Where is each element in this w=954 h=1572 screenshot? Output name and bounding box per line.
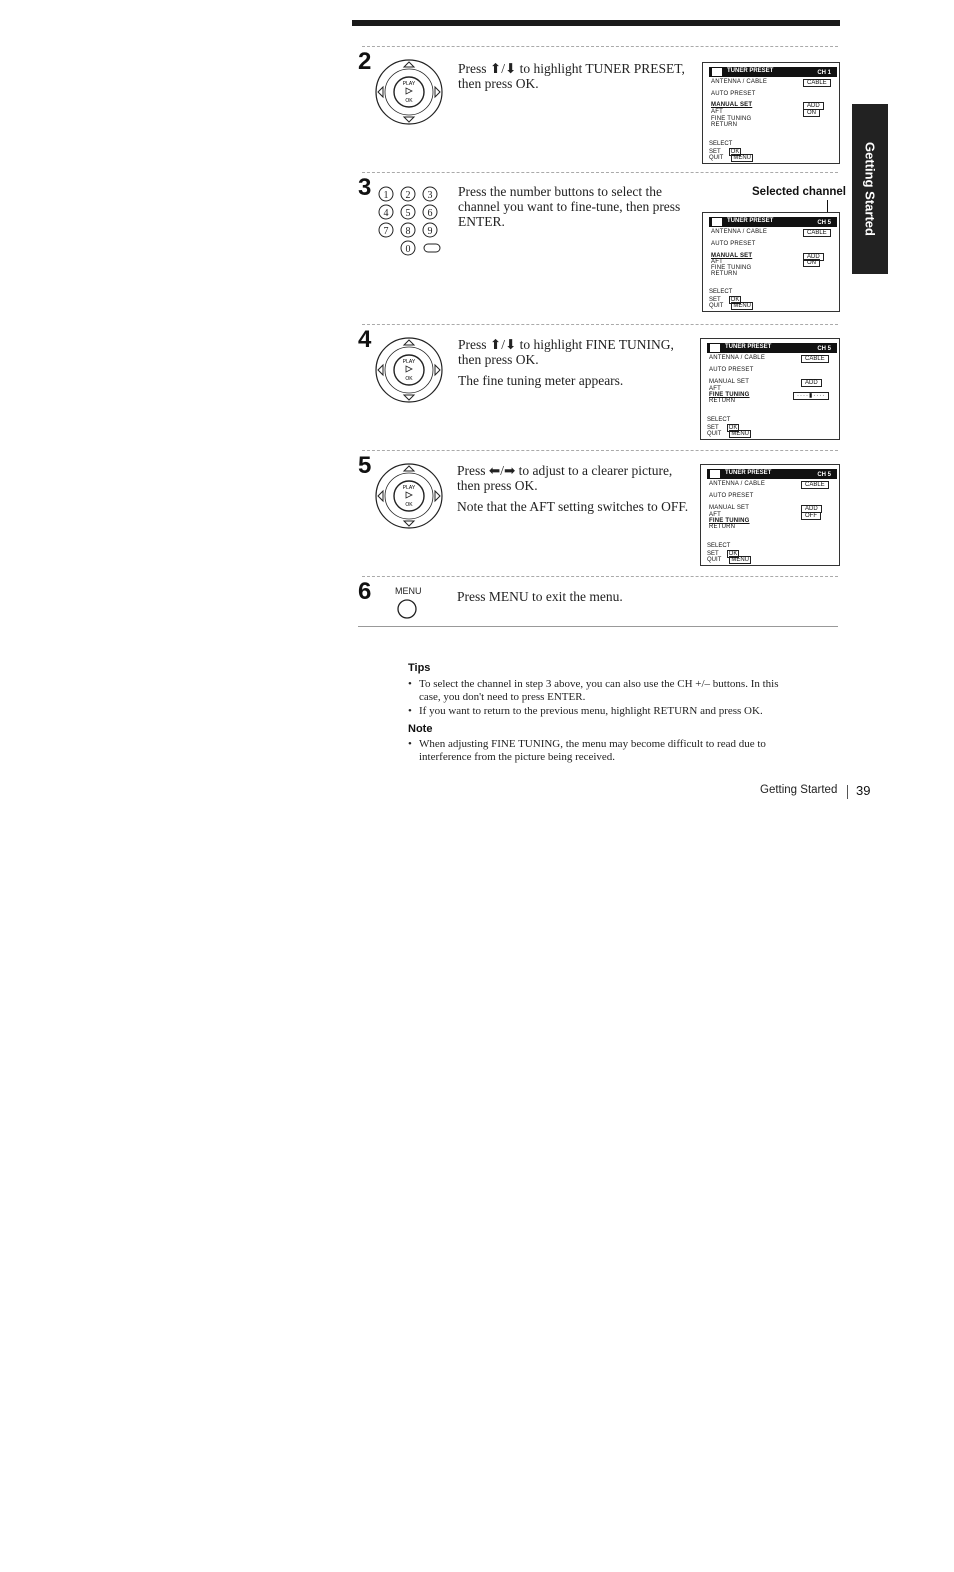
play-label: PLAY (402, 359, 416, 365)
number-buttons-icon (374, 184, 446, 262)
svg-text:0: 0 (405, 244, 411, 255)
instruction-note: Note that the AFT setting switches to OFF. (457, 499, 689, 514)
instruction-line: channel you want to fine-tune, then press (458, 199, 681, 214)
divider (362, 172, 838, 173)
step-number: 4 (358, 326, 372, 353)
remote-dpad-icon (374, 58, 444, 126)
instruction-line: then press OK. (458, 352, 539, 367)
svg-text:4: 4 (383, 208, 389, 219)
instruction-line: Press the number buttons to select the (458, 184, 662, 199)
svg-text:2: 2 (405, 190, 411, 201)
note-heading: Note (408, 723, 433, 735)
step-number: 5 (358, 452, 372, 479)
page-number: 39 (856, 783, 871, 798)
svg-text:1: 1 (383, 190, 389, 201)
step-instructions (457, 589, 697, 610)
fine-tuning-meter: ····▮···· (793, 392, 829, 400)
instruction-line: Press ⬆/⬇ to highlight TUNER PRESET, (458, 61, 685, 76)
svg-text:3: 3 (427, 190, 433, 201)
svg-text:6: 6 (427, 208, 433, 219)
step-instructions (458, 337, 698, 394)
step-instructions (457, 463, 699, 520)
instruction-line: then press OK. (457, 478, 538, 493)
svg-text:8: 8 (405, 226, 411, 237)
instruction-line: then press OK. (458, 76, 539, 91)
remote-dpad-icon (374, 336, 444, 404)
section-tab-label: Getting Started (862, 142, 878, 236)
divider (362, 576, 838, 577)
ok-label: OK (405, 98, 413, 104)
menu-button-icon (396, 598, 418, 620)
step-number: 3 (358, 174, 372, 201)
step-number: 2 (358, 48, 372, 75)
divider (358, 626, 838, 627)
tv-icon (712, 68, 722, 76)
tv-icon (710, 344, 720, 352)
tuner-preset-menu: TUNER PRESET CH 1 ANTENNA / CABLE CABLE AUTO PRESET MANUAL SET ADD AFT ON FINE TUNING RETURN SELECT SET OK QUIT MENU (702, 62, 840, 164)
svg-text:7: 7 (383, 226, 389, 237)
top-rule (352, 20, 840, 26)
note-item: • When adjusting FINE TUNING, the menu may become difficult to read due to interference from the picture being received. (408, 738, 766, 763)
tuner-preset-menu: TUNER PRESET CH 5 ANTENNA / CABLE CABLE AUTO PRESET MANUAL SET ADD AFT FINE TUNING ····▮···· RETURN SELECT SET OK QUIT MENU (700, 338, 840, 440)
step-instructions (458, 184, 698, 235)
menu-button-label: MENU (395, 586, 422, 596)
divider (362, 450, 838, 451)
tip-item: • If you want to return to the previous menu, highlight RETURN and press OK. (408, 705, 763, 717)
svg-text:5: 5 (405, 208, 411, 219)
svg-text:9: 9 (427, 226, 433, 237)
tv-icon (710, 470, 720, 478)
ok-label: OK (405, 502, 413, 508)
selected-channel-label: Selected channel (752, 186, 846, 198)
tip-item: • To select the channel in step 3 above, you can also use the CH +/– buttons. In this case, you don't need to press ENTER. (408, 678, 779, 703)
instruction-line: Press MENU to exit the menu. (457, 589, 623, 604)
remote-dpad-icon (374, 462, 444, 530)
instruction-line: Press ⬅/➡ to adjust to a clearer picture, (457, 463, 673, 478)
footer-section: Getting Started (760, 784, 838, 796)
ok-label: OK (405, 376, 413, 382)
divider (362, 324, 838, 325)
play-label: PLAY (402, 81, 416, 87)
tuner-preset-menu: TUNER PRESET CH 5 ANTENNA / CABLE CABLE AUTO PRESET MANUAL SET ADD AFT OFF FINE TUNING RETURN SELECT SET OK QUIT MENU (700, 464, 840, 566)
tuner-preset-menu: TUNER PRESET CH 5 ANTENNA / CABLE CABLE AUTO PRESET MANUAL SET ADD AFT ON FINE TUNING RETURN SELECT SET OK QUIT MENU (702, 212, 840, 312)
divider (362, 46, 838, 47)
play-label: PLAY (402, 485, 416, 491)
section-tab (852, 104, 888, 274)
tips-heading: Tips (408, 662, 431, 674)
step-instructions (458, 61, 698, 97)
tv-icon (712, 218, 722, 226)
instruction-line: ENTER. (458, 214, 505, 229)
instruction-line: Press ⬆/⬇ to highlight FINE TUNING, (458, 337, 674, 352)
instruction-note: The fine tuning meter appears. (458, 373, 624, 388)
step-number: 6 (358, 578, 372, 605)
footer-separator (847, 785, 848, 799)
